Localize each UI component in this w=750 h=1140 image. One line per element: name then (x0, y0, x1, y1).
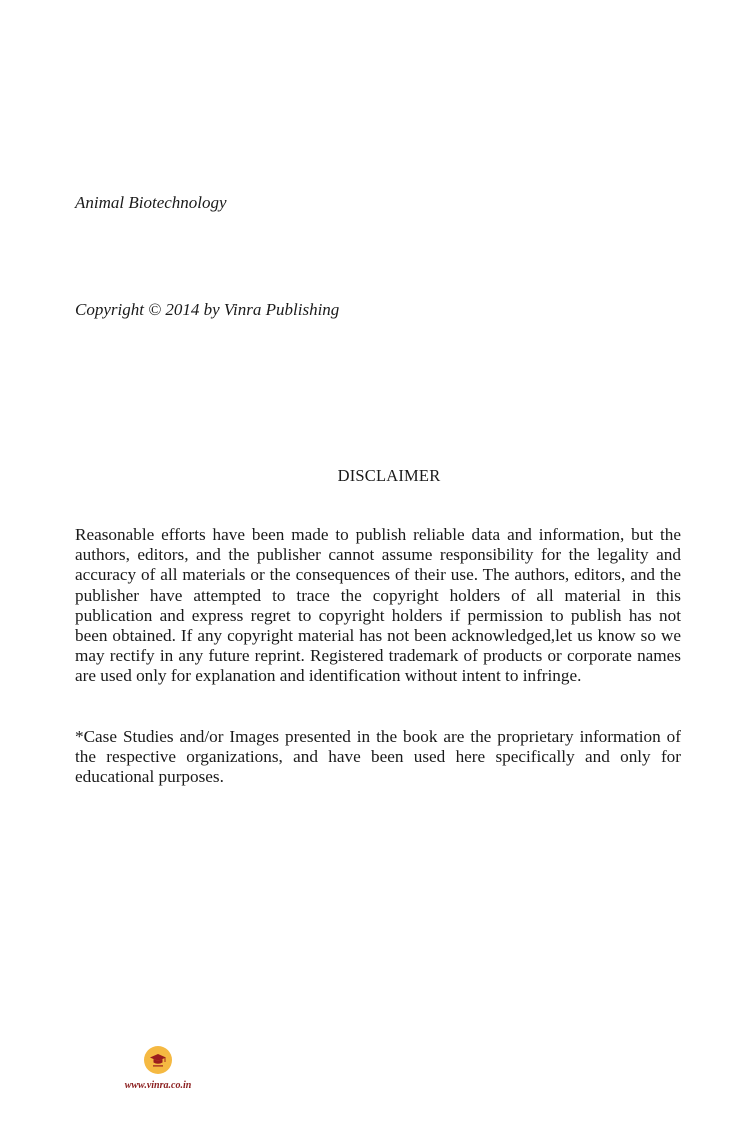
disclaimer-heading: DISCLAIMER (337, 466, 441, 485)
book-title: Animal Biotechnology (75, 193, 227, 212)
case-studies-paragraph: *Case Studies and/or Images presented in the book are the proprietary information of the respective organizations, and have been used here specifically and only for educational purposes. (75, 727, 681, 787)
publisher-logo (118, 1046, 198, 1096)
copyright-notice: Copyright © 2014 by Vinra Publishing (75, 300, 340, 319)
publisher-url: www.vinra.co.in (124, 1080, 192, 1091)
disclaimer-paragraph: Reasonable efforts have been made to publish reliable data and information, but the authors, editors, and the publisher cannot assume responsibility for the legality and accuracy of all materials or the consequences of their use. The authors, editors, and the publisher have attempted to trace the copyright holders of all material in this publication and express regret to copyright holders if permission to publish has not been obtained. If any copyright material has not been acknowledged,let us know so we may rectify in any future reprint. Registered trademark of products or corporate names are used only for explanation and identification without intent to infringe. (75, 525, 681, 686)
graduation-cap-icon (144, 1046, 172, 1074)
